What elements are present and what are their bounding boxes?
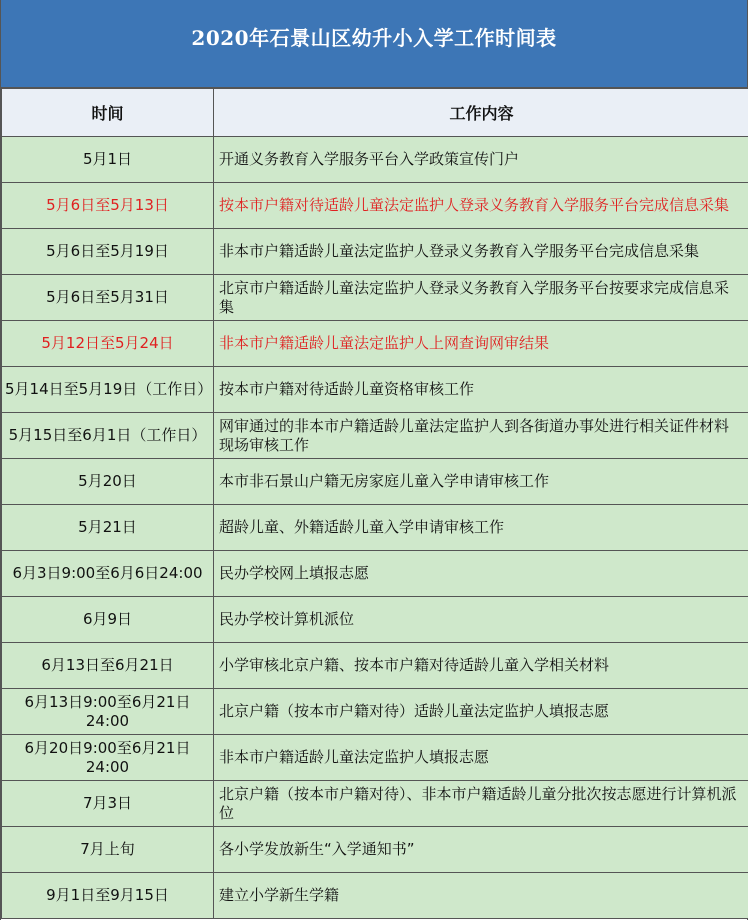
row-content: 北京户籍（按本市户籍对待）适龄儿童法定监护人填报志愿	[214, 689, 748, 735]
row-time: 9月1日至9月15日	[2, 873, 214, 919]
table-row	[2, 597, 748, 643]
row-time: 6月13日至6月21日	[2, 643, 214, 689]
row-content: 小学审核北京户籍、按本市户籍对待适龄儿童入学相关材料	[214, 643, 748, 689]
row-content: 北京市户籍适龄儿童法定监护人登录义务教育入学服务平台按要求完成信息采集	[214, 275, 748, 321]
table-row	[2, 275, 748, 321]
table-row	[2, 413, 748, 459]
table-row	[2, 137, 748, 183]
table-row	[2, 781, 748, 827]
row-time: 7月3日	[2, 781, 214, 827]
table-row	[2, 735, 748, 781]
table-row	[2, 873, 748, 919]
table-row	[2, 643, 748, 689]
header-row	[2, 89, 748, 137]
header-time: 时间	[2, 89, 214, 137]
row-content: 北京户籍（按本市户籍对待）、非本市户籍适龄儿童分批次按志愿进行计算机派位	[214, 781, 748, 827]
row-time: 5月15日至6月1日（工作日）	[2, 413, 214, 459]
table-row	[2, 229, 748, 275]
table-row	[2, 551, 748, 597]
table-row	[2, 505, 748, 551]
row-time: 5月6日至5月31日	[2, 275, 214, 321]
row-content: 非本市户籍适龄儿童法定监护人上网查询网审结果	[214, 321, 748, 367]
table-row	[2, 367, 748, 413]
row-time: 6月13日9:00至6月21日24:00	[2, 689, 214, 735]
row-content: 民办学校网上填报志愿	[214, 551, 748, 597]
table-row	[2, 183, 748, 229]
row-content: 建立小学新生学籍	[214, 873, 748, 919]
row-time: 7月上旬	[2, 827, 214, 873]
table-row	[2, 459, 748, 505]
table-body	[2, 137, 748, 919]
row-content: 按本市户籍对待适龄儿童法定监护人登录义务教育入学服务平台完成信息采集	[214, 183, 748, 229]
row-time: 5月14日至5月19日（工作日）	[2, 367, 214, 413]
table-row	[2, 827, 748, 873]
row-time: 6月3日9:00至6月6日24:00	[2, 551, 214, 597]
row-content: 开通义务教育入学服务平台入学政策宣传门户	[214, 137, 748, 183]
schedule-table	[1, 88, 748, 919]
row-content: 本市非石景山户籍无房家庭儿童入学申请审核工作	[214, 459, 748, 505]
row-content: 非本市户籍适龄儿童法定监护人登录义务教育入学服务平台完成信息采集	[214, 229, 748, 275]
row-time: 5月6日至5月13日	[2, 183, 214, 229]
row-content: 民办学校计算机派位	[214, 597, 748, 643]
row-content: 超龄儿童、外籍适龄儿童入学申请审核工作	[214, 505, 748, 551]
row-time: 6月20日9:00至6月21日24:00	[2, 735, 214, 781]
row-content: 网审通过的非本市户籍适龄儿童法定监护人到各街道办事处进行相关证件材料现场审核工作	[214, 413, 748, 459]
row-content: 按本市户籍对待适龄儿童资格审核工作	[214, 367, 748, 413]
table-row	[2, 689, 748, 735]
row-time: 5月1日	[2, 137, 214, 183]
header-content: 工作内容	[214, 89, 748, 137]
table-row	[2, 321, 748, 367]
table-title: 2020年石景山区幼升小入学工作时间表	[1, 0, 747, 88]
row-content: 非本市户籍适龄儿童法定监护人填报志愿	[214, 735, 748, 781]
row-time: 5月12日至5月24日	[2, 321, 214, 367]
row-time: 6月9日	[2, 597, 214, 643]
row-time: 5月20日	[2, 459, 214, 505]
row-time: 5月6日至5月19日	[2, 229, 214, 275]
row-time: 5月21日	[2, 505, 214, 551]
row-content: 各小学发放新生“入学通知书”	[214, 827, 748, 873]
